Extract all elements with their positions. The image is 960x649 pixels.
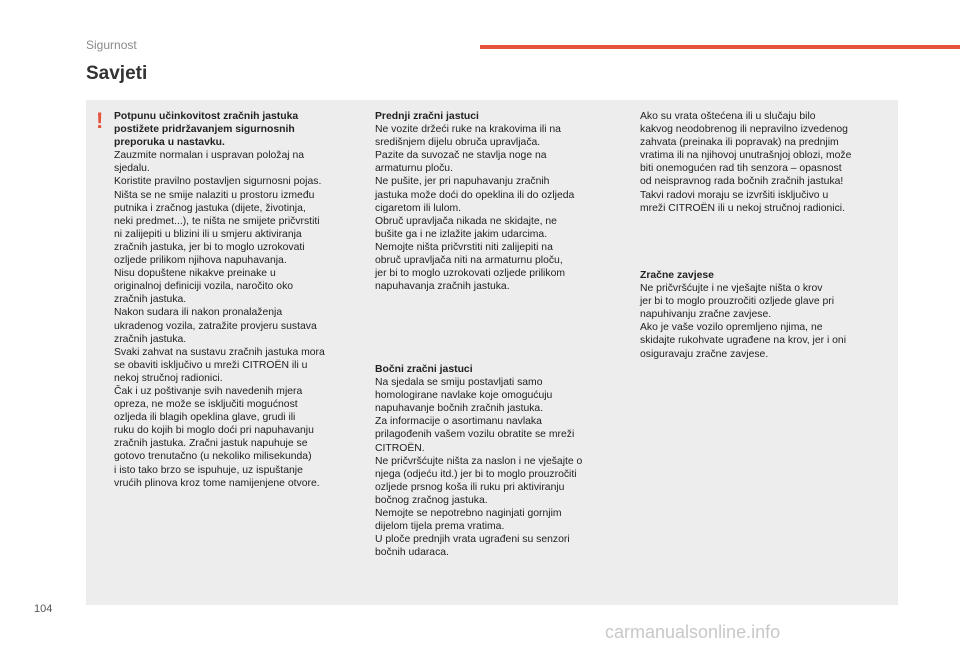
text-line: mreži CITROËN ili u nekoj stručnoj radionici. xyxy=(640,202,845,214)
text-line: Koristite pravilno postavljen sigurnosni pojas. xyxy=(114,176,322,188)
text-line: napuhivanju zračne zavjese. xyxy=(640,309,772,321)
text-line: Takvi radovi moraju se izvršiti isključivo u xyxy=(640,189,829,201)
text-line: sjedalu. xyxy=(114,163,150,175)
text-line: Ako je vaše vozilo opremljeno njima, ne xyxy=(640,322,823,334)
section-accent-bar xyxy=(480,45,960,49)
text-line: napuhavanje bočnih zračnih jastuka. xyxy=(375,403,544,415)
text-line: skidajte rukohvate ugrađene na krov, jer i oni xyxy=(640,335,847,347)
text-line: Nakon sudara ili nakon pronalaženja xyxy=(114,307,283,319)
text-line: zahvata (preinaka ili popravak) na prednjim xyxy=(640,137,839,149)
text-line: vratima ili na njihovoj unutrašnjoj oblozi, može xyxy=(640,150,852,162)
text-line: nekoj stručnoj radionici. xyxy=(114,372,223,384)
text-line: osiguravaju zračne zavjese. xyxy=(640,348,769,360)
text-line: putnika i zračnog jastuka (dijete, životinja, xyxy=(114,202,306,214)
text-line: Ne vozite držeći ruke na krakovima ili na xyxy=(375,124,561,136)
curtain-airbags-heading: Zračne zavjese xyxy=(640,270,714,281)
text-line: prilagođenih vašem vozilu obratite se mreži xyxy=(375,429,575,441)
text-line: opreza, ne može se isključiti mogućnost xyxy=(114,399,298,411)
doors-note-section xyxy=(640,110,890,215)
page-title: Savjeti xyxy=(86,63,148,84)
text-line: CITROËN. xyxy=(375,442,425,454)
text-line: Ako su vrata oštećena ili u slučaju bilo xyxy=(640,111,816,122)
text-line: Nisu dopuštene nikakve preinake u xyxy=(114,268,276,280)
text-line: ruku do kojih bi moglo doći pri napuhavanju xyxy=(114,425,314,437)
text-line: Svaki zahvat na sustavu zračnih jastuka mora xyxy=(114,346,325,358)
text-line: Obruč upravljača nikada ne skidajte, ne xyxy=(375,215,557,227)
text-line: zračnih jastuka, jer bi to moglo uzrokovati xyxy=(114,241,305,253)
text-line: cigaretom ili lulom. xyxy=(375,202,462,214)
text-line: Ne pričvršćujte ništa za naslon i ne vješajte o xyxy=(375,455,583,467)
text-line: originalnoj definiciji vozila, naročito oko xyxy=(114,281,294,293)
text-line: Čak i uz poštivanje svih navedenih mjera xyxy=(114,385,303,397)
text-line: Ništa se ne smije nalaziti u prostoru između xyxy=(114,189,315,201)
intro-bold-line: preporuka u nastavku. xyxy=(114,137,225,149)
text-line: i isto tako brzo se ispuhuje, uz ispuštanje xyxy=(114,464,303,476)
section-label: Sigurnost xyxy=(86,38,137,52)
page-number: 104 xyxy=(34,603,53,615)
text-line: ozljeda ili blagih opeklina glave, grudi ili xyxy=(114,412,296,424)
text-line: ozljede prsnog koša ili ruku pri aktiviranju xyxy=(375,481,565,493)
text-line: vrućih plinova kroz tome namijenjene otvore. xyxy=(114,477,320,489)
text-line: obruč upravljača niti na armaturnu ploču, xyxy=(375,255,563,267)
text-line: jer bi to moglo uzrokovati ozljede prilikom xyxy=(375,268,565,280)
text-line: ni zalijepiti u blizini ili u smjeru aktiviranja xyxy=(114,228,302,240)
text-line: zračnih jastuka. xyxy=(114,333,187,345)
text-line: središnjem dijelu obruča upravljača. xyxy=(375,137,541,149)
general-tips-column xyxy=(114,110,364,490)
text-line: ukradenog vozila, zatražite provjeru sustava xyxy=(114,320,317,332)
intro-bold-line: postižete pridržavanjem sigurnosnih xyxy=(114,124,295,136)
intro-bold-line: Potpunu učinkovitost zračnih jastuka xyxy=(114,111,299,122)
front-airbags-section xyxy=(375,110,625,293)
text-line: Za informacije o asortimanu navlaka xyxy=(375,416,542,428)
text-line: bočnog zračnog jastuka. xyxy=(375,494,488,506)
text-line: Pazite da suvozač ne stavlja noge na xyxy=(375,150,547,162)
warning-icon: ! xyxy=(96,108,104,133)
text-line: Ne pričvršćujte i ne vješajte ništa o krov xyxy=(640,283,823,295)
text-line: biti onemogućen rad tih senzora – opasnost xyxy=(640,163,842,175)
text-line: Nemojte ništa pričvrstiti niti zalijepiti na xyxy=(375,241,553,253)
text-line: napuhavanja zračnih jastuka. xyxy=(375,281,510,293)
text-line: bočnih udaraca. xyxy=(375,547,449,559)
text-line: gotovo trenutačno (u nekoliko milisekunda) xyxy=(114,451,312,463)
text-line: bušite ga i ne izlažite jakim udarcima. xyxy=(375,228,548,240)
text-line: homologirane navlake koje omogućuju xyxy=(375,390,553,402)
text-line: zračnih jastuka. xyxy=(114,294,187,306)
text-line: njega (odjeću itd.) jer bi to moglo prouzročiti xyxy=(375,468,577,480)
text-line: Ne pušite, jer pri napuhavanju zračnih xyxy=(375,176,550,188)
text-line: jastuka može doći do opeklina ili do ozljeda xyxy=(375,189,575,201)
text-line: neki predmet...), te ništa ne smijete pričvrstiti xyxy=(114,215,320,227)
text-line: jer bi to moglo prouzročiti ozljede glave pri xyxy=(640,296,835,308)
text-line: Nemojte se nepotrebno naginjati gornjim xyxy=(375,508,562,520)
text-line: armaturnu ploču. xyxy=(375,163,453,175)
text-line: se obaviti isključivo u mreži CITROËN ili u xyxy=(114,359,308,371)
side-airbags-heading: Bočni zračni jastuci xyxy=(375,364,473,375)
text-line: Na sjedala se smiju postavljati samo xyxy=(375,377,543,389)
text-line: U ploče prednjih vrata ugrađeni su senzori xyxy=(375,534,570,546)
text-line: ozljede prilikom njihova napuhavanja. xyxy=(114,255,287,267)
text-line: od neispravnog rada bočnih zračnih jastuka! xyxy=(640,176,844,188)
front-airbags-heading: Prednji zračni jastuci xyxy=(375,111,479,122)
curtain-airbags-section xyxy=(640,269,890,361)
side-airbags-section xyxy=(375,363,625,559)
text-line: zračnih jastuka. Zračni jastuk napuhuje se xyxy=(114,438,308,450)
text-line: Zauzmite normalan i uspravan položaj na xyxy=(114,150,305,162)
text-line: dijelom tijela prema vratima. xyxy=(375,521,505,533)
watermark: carmanualsonline.info xyxy=(605,622,781,642)
text-line: kakvog neodobrenog ili nepravilno izvedenog xyxy=(640,124,848,136)
